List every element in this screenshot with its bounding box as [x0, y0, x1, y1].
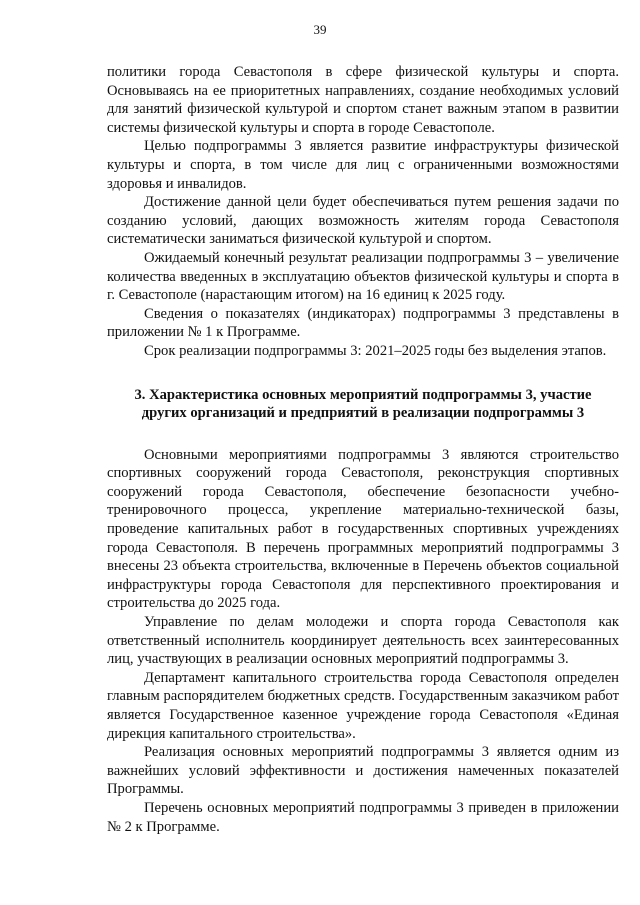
section-heading: 3. Характеристика основных мероприятий подпрограммы 3, участие других организаций и предприятий в реализации подпрограммы 3: [134, 386, 592, 422]
paragraph: Ожидаемый конечный результат реализации подпрограммы 3 – увеличение количества введенных в эксплуатацию объектов физической культуры и спорта в г. Севастополе (нарастающим итогом) на 16 единиц к 2025 году.: [107, 249, 619, 304]
paragraph: политики города Севастополя в сфере физической культуры и спорта. Основываясь на ее приоритетных направлениях, создание необходимых условий для занятий физической культурой и спортом станет важным этапом в развитии системы физической культуры и спорта в городе Севастополе.: [107, 64, 619, 136]
paragraph: Управление по делам молодежи и спорта города Севастополя как ответственный исполнитель координирует деятельность всех заинтересованных лиц, участвующих в реализации основных мероприятий подпрограммы 3.: [107, 614, 619, 668]
paragraph: Достижение данной цели будет обеспечиваться путем решения задачи по созданию условий, дающих возможность жителям города Севастополя систематически заниматься физической культурой и спортом.: [107, 194, 619, 248]
paragraph: Сведения о показателях (индикаторах) подпрограммы 3 представлены в приложении № 1 к Программе.: [107, 305, 619, 341]
paragraph: Срок реализации подпрограммы 3: 2021–2025 годы без выделения этапов.: [144, 342, 607, 359]
paragraph: Целью подпрограммы 3 является развитие инфраструктуры физической культуры и спорта, в том числе для лиц с ограниченными возможностями здоровья и инвалидов.: [107, 138, 619, 192]
paragraph: Основными мероприятиями подпрограммы 3 являются строительство спортивных сооружений города Севастополя, реконструкция спортивных сооружений города Севастополя, обеспечение безопасности учебно-тренировочного процесса, укрепление материально-технической базы, проведение капитальных работ в государственных спортивных учреждениях города Севастополя. В перечень программных мероприятий подпрограммы 3 внесены 23 объекта строительства, включенные в Перечень объектов социальной инфраструктуры города Севастополя для перспективного проектирования и строительства до 2025 года.: [107, 446, 619, 612]
paragraph: Перечень основных мероприятий подпрограммы 3 приведен в приложении № 2 к Программе.: [107, 799, 619, 835]
document-body: [107, 63, 619, 836]
paragraph: Реализация основных мероприятий подпрограммы 3 является одним из важнейших условий эффективности и достижения намеченных показателей Программы.: [107, 744, 619, 798]
page-number: 39: [313, 22, 327, 37]
paragraph: Департамент капитального строительства города Севастополя определен главным распорядителем бюджетных средств. Государственным заказчиком работ является Государственное казенное учреждение города Севастополя «Единая дирекция капитального строительства».: [107, 669, 619, 742]
